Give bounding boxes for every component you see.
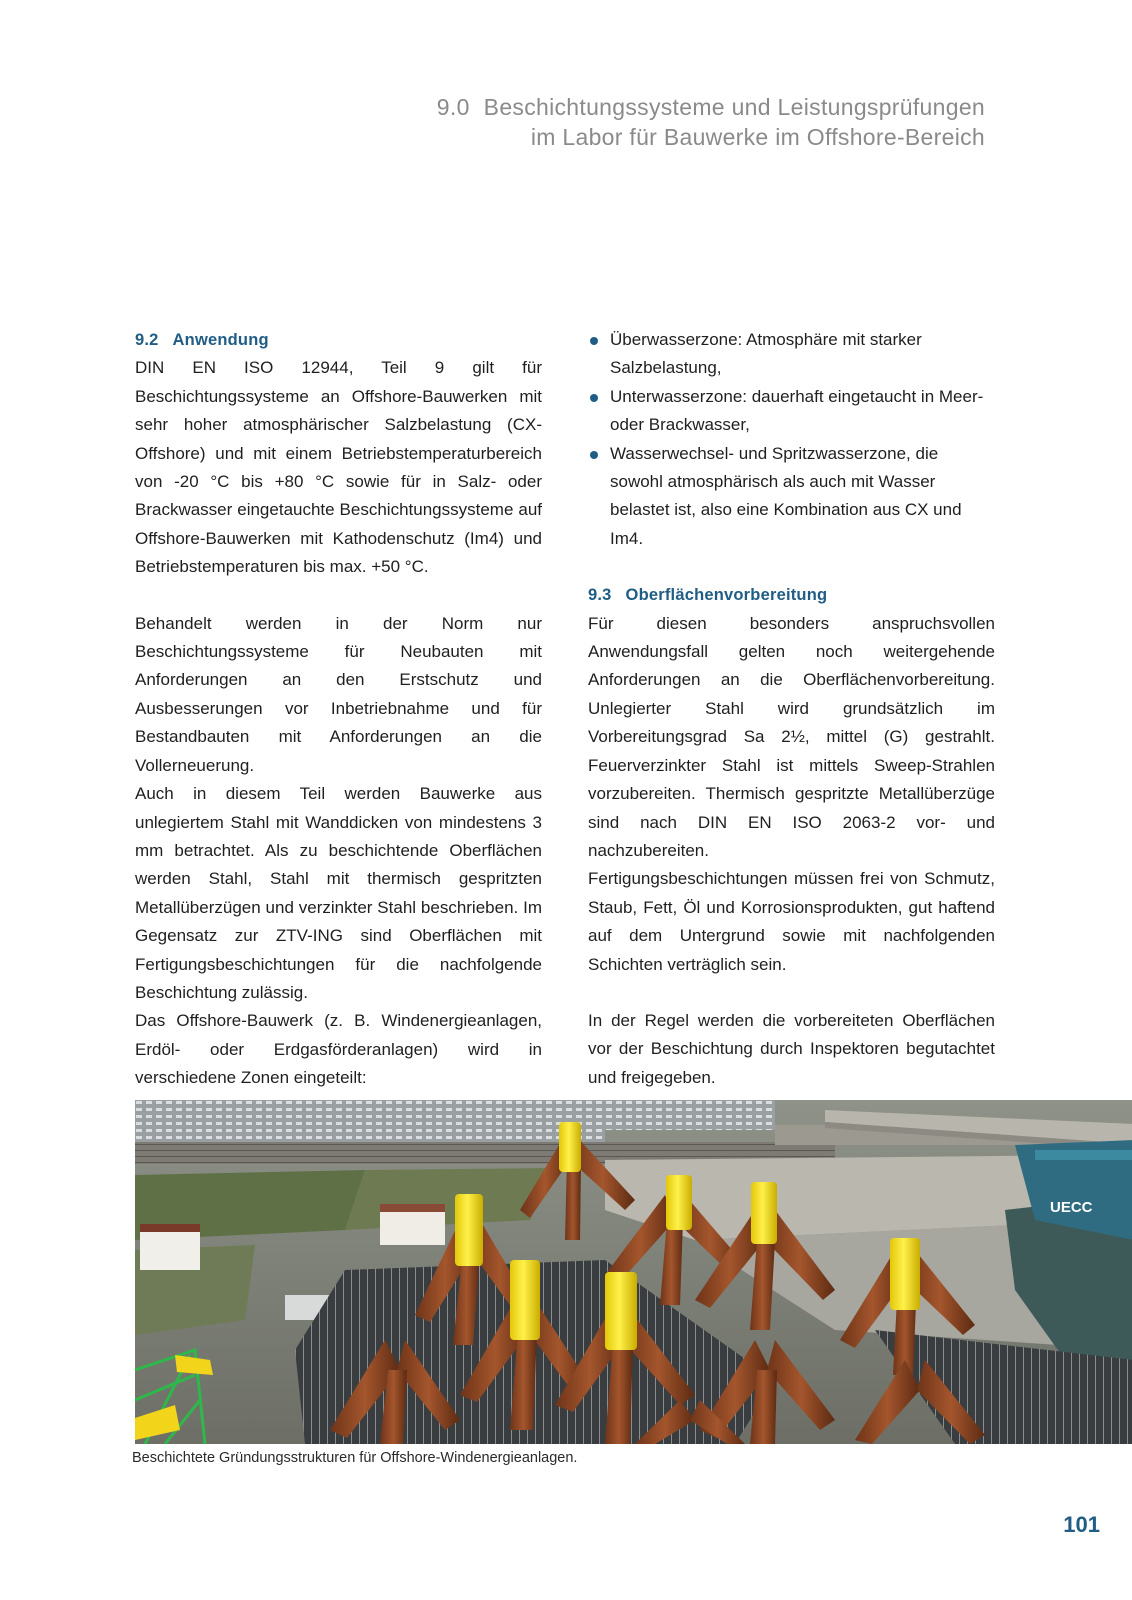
section-92-heading: 9.2 Anwendung — [135, 331, 269, 349]
ship-logo-text: UECC — [1050, 1199, 1093, 1216]
section-92-paragraph-4: Das Offshore-Bauwerk (z. B. Windenergieanlagen, Erdöl- oder Erdgasförderanlagen) wird in verschiedene Zonen eingeteilt: — [135, 1011, 542, 1088]
section-92-paragraph-1: DIN EN ISO 12944, Teil 9 gilt für Beschichtungssysteme an Offshore-Bauwerken mit sehr hoher atmosphärischer Salzbelastung (CX-Offshore) und mit einem Betriebstemperaturbereich von -20 °C bis +80 °C sowie für in Salz- oder Brackwasser eingetauchte Beschichtungssysteme auf Offshore-Bauwerken mit Kathodenschutz (Im4) und Betriebstemperaturen bis max. +50 °C. — [135, 358, 542, 577]
bullet-icon — [590, 337, 598, 345]
bullet-icon — [590, 394, 598, 402]
page-number: 101 — [1063, 1512, 1100, 1537]
chapter-title-line2: im Labor für Bauwerke im Offshore-Bereich — [530, 124, 985, 150]
zone-list — [588, 326, 995, 553]
chapter-number: 9.0 — [436, 94, 470, 120]
photo-caption: Beschichtete Gründungsstrukturen für Offshore-Windenergieanlagen. — [132, 1450, 578, 1466]
chapter-header — [437, 92, 985, 152]
right-column — [588, 326, 995, 1092]
section-93-paragraph-1: Für diesen besonders anspruchsvollen Anwendungsfall gelten noch weitergehende Anforderungen an die Oberflächenvorbereitung. Unlegierter Stahl wird grundsätzlich im Vorbereitungsgrad Sa 2½, mittel (G) gestrahlt. Feuerverzinkter Stahl ist mittels Sweep-Strahlen vorzubereiten. Thermisch gespritzte Metallüberzüge sind nach DIN EN ISO 2063-2 vor- und nachzubereiten. — [588, 613, 995, 860]
section-93-paragraph-2: Fertigungsbeschichtungen müssen frei von Schmutz, Staub, Fett, Öl und Korrosionsprodukten, gut haftend auf dem Untergrund sowie mit nachfolgenden Schichten verträglich sein. — [588, 869, 995, 974]
bullet-icon — [590, 451, 598, 459]
aerial-photo-foundation-structures — [135, 1100, 1132, 1444]
section-92-paragraph-2: Behandelt werden in der Norm nur Beschichtungssysteme für Neubauten mit Anforderungen an den Erstschutz und Ausbesserungen vor Inbetriebnahme und für Bestandbauten mit Anforderungen an die Vollerneuerung. — [135, 613, 542, 775]
list-item: Unterwasserzone: dauerhaft eingetaucht in Meer- oder Brackwasser, — [588, 383, 995, 440]
list-item: Wasserwechsel- und Spritzwasserzone, die sowohl atmosphärisch als auch mit Wasser belastet ist, also eine Kombination aus CX und Im4. — [588, 440, 995, 554]
list-item: Überwasserzone: Atmosphäre mit starker Salzbelastung, — [588, 326, 995, 383]
section-92-paragraph-3: Auch in diesem Teil werden Bauwerke aus unlegiertem Stahl mit Wanddicken von mindestens 3 mm betrachtet. Als zu beschichtende Oberflächen werden Stahl, Stahl mit thermisch gespritzten Metallüberzügen und verzinkter Stahl beschrieben. Im Gegensatz zur ZTV-ING sind Oberflächen mit Fertigungsbeschichtungen für die nachfolgende Beschichtung zulässig. — [135, 784, 542, 1002]
section-93-paragraph-3: In der Regel werden die vorbereiteten Oberflächen vor der Beschichtung durch Inspektoren begutachtet und freigegeben. — [588, 1010, 995, 1087]
section-93-heading: 9.3 Oberflächenvorbereitung — [588, 586, 828, 605]
chapter-title-line1: Beschichtungssysteme und Leistungsprüfungen — [483, 94, 985, 120]
left-column — [135, 326, 542, 1093]
